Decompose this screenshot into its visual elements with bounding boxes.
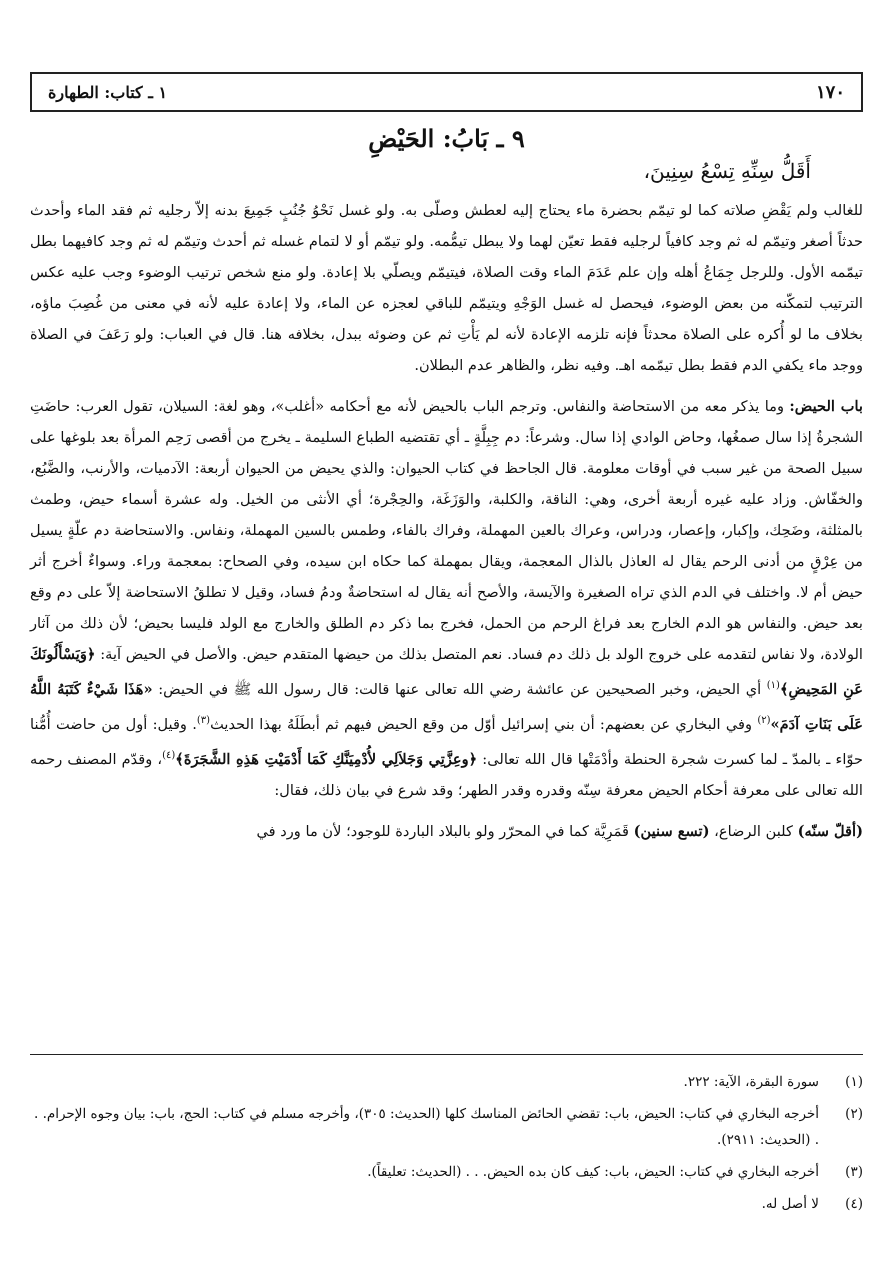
footnote-text: سورة البقرة، الآية: ٢٢٢.	[683, 1074, 819, 1090]
footnotes	[30, 1054, 863, 1223]
running-header	[30, 72, 863, 112]
chapter-title: ٩ ـ بَابُ: الحَيْضِ	[368, 124, 525, 153]
text-run: وفي البخاري عن بعضهم: أن بني إسرائيل أوّل من وقع الحيض فيهم ثم أبطَلَهُ بهذا الحديث	[210, 715, 758, 733]
quran-verse: ﴿وَيَسْأَلُونَكَ عَنِ المَحِيضِ﴾	[30, 646, 863, 698]
footnote	[30, 1101, 863, 1153]
text-run: وما يذكر معه من الاستحاضة والنفاس. وترجم الباب بالحيض لأنه مع أحكامه «أغلب»، وهو لغة: السيلان، تقول العرب: حاضَتِ الشجرةُ إذا سال صمغُها، وحاض الوادي إذا سال. وشرعاً: دم جِبِلَّةٍ ـ أي تقتضيه الطباع السليمة ـ يخرج من أقصى رَحِم المرأة بعد بلوغها على سبيل الصحة من غير سبب في أوقات معلومة. قال الجاحظ في كتاب الحيوان: والذي يحيض من الحيوان أربعة: الآدميات، والأرنب، والضَّبُع، والخفّاش. وزاد عليه غيره أربعة أخرى، وهي: الناقة، والكلبة، والوَزَغَة، والحِجْرة؛ أي الأنثى من الخيل. وله عشرة أسماء حيض، وطمث بالمثلثة، وضَحِك، وإكبار، وإعصار، ودراس، وعراك بالعين المهملة، وفراك بالفاء، وطمس بالسين المهملة، ونفاس. والاستحاضة دم علّةٍ يسيل من عِرْقٍ من أدنى الرحم يقال له العاذل بالذال المعجمة، ويقال بمهملة كما حكاه ابن سيده، وفي الصحاح: بمعجمة وراء. وسواءٌ أخرج أثر حيض أم لا. واختلف في الدم الذي تراه الصغيرة والآيسة، والأصح أنه يقال له استحاضةٌ ودمُ فساد، وقيل لا تطلقُ الاستحاضة إلاّ على دم وقع بعد حيض. والنفاس هو الدم الخارج بعد فراغ الرحم من الحمل، فخرج بما ذكر دم الطلق والخارج مع الولد فليسا بحيض؛ لأن ذلك من آثار الولادة، ولا نفاس لتقدمه على خروج الولد بل ذلك دم فساد. نعم المتصل بذلك من حيضها المتقدم حيض. والأصل في الحيض آية:	[30, 398, 863, 663]
footnote	[30, 1159, 863, 1185]
running-title: ١ ـ كتاب: الطهارة	[48, 82, 168, 102]
page	[30, 72, 863, 1223]
footnote-number: (٤)	[845, 1196, 863, 1212]
footnote-text: أخرجه البخاري في كتاب: الحيض، باب: تقضي الحائض المناسك كلها (الحديث: ٣٠٥)، وأخرجه مسلم في كتاب: الحج، باب: بيان وجوه الإحرام. . . (الحديث: ٢٩١١).	[34, 1106, 819, 1148]
footnote-ref: (٣)	[196, 714, 211, 726]
footnote-text: أخرجه البخاري في كتاب: الحيض، باب: كيف كان بده الحيض. . . (الحديث: تعليقاً).	[367, 1164, 819, 1180]
footnote-ref: (٤)	[162, 749, 176, 761]
matn-quote: أَقَلُّ سِنِّهِ تِسْعُ سِنِينَ،	[643, 159, 811, 183]
footnote	[30, 1069, 863, 1095]
footnote-divider	[30, 1054, 863, 1055]
paragraph-1: للغالب ولم يَقْضِ صلاته كما لو تيمّم بحضرة ماء يحتاج إليه لعطش وصلّى به. ولو غسل نَحْوُ جُنُبٍ جَمِيعَ بدنه إلاّ رجليه ثم فقد الماء وأحدث حدثاً أصغر وتيمّم له ثم وجد كافياً لرجليه فقط تعيّن لهما ولا يبطل تيمُّمه. ولو تيمّم أو لا لتمام غسله ثم أحدث وتيمّم له ثم وجد كافيهما بطل تيمّمه الأول. وللرجل جِمَاعُ أهله وإن علم عَدَمَ الماء وقت الصلاة، فيتيمّم ويصلّي بلا إعادة. ولو منع شخص ترتيب الوضوء وجب عليه عكس الترتيب لتمكّنه من بعض الوضوء، فيحصل له غسل الوَجْهِ ويتيمّم للباقي لعجزه عن الماء، ولا إعادة عليه لأنه في معنى من غُصِبَ ماؤه، بخلاف ما لو أُكره على الصلاة محدثاً فإنه تلزمه الإعادة لأنه لم يَأْتِ ثم عن وضوئه ببدل، بخلافه هنا. قال في العباب: ولو رَعَفَ في الصلاة ووجد ماء يكفي الدم فقط بطل تيمّمه اهـ. وفيه نظر، والظاهر عدم البطلان.	[30, 202, 863, 374]
text-run: ، وقدّم المصنف رحمه الله تعالى على معرفة أحكام الحيض معرفة سِنّه وقدره وقدر الطهر؛ وقد شرع في بيان ذلك، فقال:	[30, 750, 863, 799]
text-run: . وقيل: أول من حاضت أُمُّنا حوّاء ـ بالمدّ ـ لما كسرت شجرة الحنطة وأدْمَتْها قال الله تعالى:	[30, 715, 863, 768]
text-run: أي الحيض، وخبر الصحيحين عن عائشة رضي الله تعالى عنها قالت: قال رسول الله ﷺ في الحيض:	[152, 680, 767, 698]
footnote-number: (١)	[845, 1074, 863, 1090]
section-label: باب الحيض:	[789, 398, 863, 415]
footnote-number: (٣)	[845, 1164, 863, 1180]
text-run: قَمَرِيَّة كما في المحرّر ولو بالبلاد الباردة للوجود؛ لأن ما ورد في	[256, 822, 634, 840]
footnote	[30, 1191, 863, 1217]
paragraph-3	[30, 816, 863, 847]
page-number: ١٧٠	[815, 81, 845, 103]
hadith-quote: «هَذَا شَيْءٌ كَتَبَهُ اللَّهُ عَلَى بَنَاتِ آدَمَ»	[30, 680, 863, 733]
paragraph-2	[30, 391, 863, 806]
matn-phrase: (أقلّ سنّه)	[797, 822, 863, 840]
footnote-ref: (١)	[766, 680, 780, 691]
quoted-saying: ﴿وعِزَّتِي وَجَلاَلِي لأُدْمِيَنَّكِ كَمَا أَدْمَيْتِ هَذِهِ الشَّجَرَةَ﴾	[175, 750, 478, 768]
footnote-ref: (٢)	[757, 714, 771, 726]
footnote-number: (٢)	[845, 1106, 863, 1122]
footnote-text: لا أصل له.	[761, 1196, 819, 1212]
text-run: كلبن الرضاع،	[709, 822, 798, 840]
matn-phrase: (تسع سنين)	[633, 822, 710, 840]
